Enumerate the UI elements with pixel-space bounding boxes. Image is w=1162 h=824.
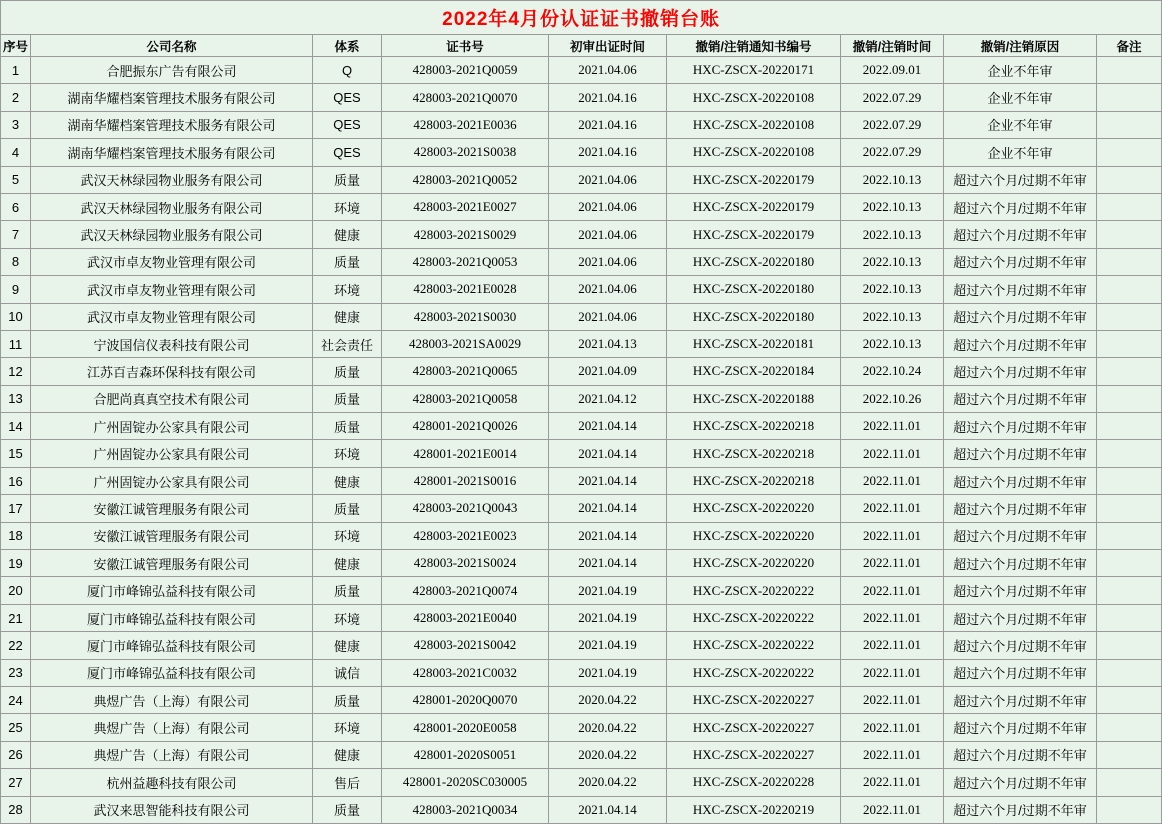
cell-reason[interactable]: 超过六个月/过期不年审 bbox=[944, 604, 1097, 631]
cell-cert-no[interactable]: 428003-2021E0036 bbox=[382, 111, 549, 138]
cell-cancel-date[interactable]: 2022.10.24 bbox=[841, 358, 944, 385]
cell-issue-date[interactable]: 2021.04.14 bbox=[549, 522, 667, 549]
cell-cancel-date[interactable]: 2022.09.01 bbox=[841, 57, 944, 84]
cell-system[interactable]: 质量 bbox=[313, 796, 382, 823]
cell-notice-no[interactable]: HXC-ZSCX-20220222 bbox=[667, 632, 841, 659]
cell-reason[interactable]: 超过六个月/过期不年审 bbox=[944, 522, 1097, 549]
cell-index[interactable]: 16 bbox=[1, 467, 31, 494]
cell-issue-date[interactable]: 2021.04.16 bbox=[549, 139, 667, 166]
cell-notice-no[interactable]: HXC-ZSCX-20220184 bbox=[667, 358, 841, 385]
cell-index[interactable]: 7 bbox=[1, 221, 31, 248]
cell-issue-date[interactable]: 2021.04.14 bbox=[549, 796, 667, 823]
cell-cert-no[interactable]: 428003-2021S0024 bbox=[382, 550, 549, 577]
cell-company[interactable]: 典煜广告（上海）有限公司 bbox=[31, 714, 313, 741]
cell-index[interactable]: 10 bbox=[1, 303, 31, 330]
cell-remark[interactable] bbox=[1097, 796, 1162, 823]
cell-index[interactable]: 4 bbox=[1, 139, 31, 166]
cell-remark[interactable] bbox=[1097, 769, 1162, 796]
cell-notice-no[interactable]: HXC-ZSCX-20220108 bbox=[667, 84, 841, 111]
cell-reason[interactable]: 超过六个月/过期不年审 bbox=[944, 550, 1097, 577]
cell-remark[interactable] bbox=[1097, 385, 1162, 412]
cell-cert-no[interactable]: 428003-2021C0032 bbox=[382, 659, 549, 686]
cell-cert-no[interactable]: 428003-2021Q0074 bbox=[382, 577, 549, 604]
cell-system[interactable]: 质量 bbox=[313, 413, 382, 440]
table-row[interactable] bbox=[1, 57, 1162, 84]
cell-index[interactable]: 22 bbox=[1, 632, 31, 659]
cell-notice-no[interactable]: HXC-ZSCX-20220220 bbox=[667, 550, 841, 577]
cell-issue-date[interactable]: 2021.04.06 bbox=[549, 303, 667, 330]
cell-reason[interactable]: 超过六个月/过期不年审 bbox=[944, 330, 1097, 357]
cell-system[interactable]: 社会责任 bbox=[313, 330, 382, 357]
cell-reason[interactable]: 企业不年审 bbox=[944, 139, 1097, 166]
cell-system[interactable]: QES bbox=[313, 139, 382, 166]
cell-issue-date[interactable]: 2021.04.09 bbox=[549, 358, 667, 385]
table-row[interactable] bbox=[1, 221, 1162, 248]
cell-cancel-date[interactable]: 2022.07.29 bbox=[841, 139, 944, 166]
cell-cancel-date[interactable]: 2022.11.01 bbox=[841, 550, 944, 577]
cell-index[interactable]: 20 bbox=[1, 577, 31, 604]
table-row[interactable] bbox=[1, 550, 1162, 577]
cell-notice-no[interactable]: HXC-ZSCX-20220227 bbox=[667, 714, 841, 741]
cell-index[interactable]: 5 bbox=[1, 166, 31, 193]
cell-cert-no[interactable]: 428003-2021Q0034 bbox=[382, 796, 549, 823]
cell-company[interactable]: 典煜广告（上海）有限公司 bbox=[31, 741, 313, 768]
cell-remark[interactable] bbox=[1097, 714, 1162, 741]
cell-reason[interactable]: 超过六个月/过期不年审 bbox=[944, 193, 1097, 220]
cell-reason[interactable]: 超过六个月/过期不年审 bbox=[944, 303, 1097, 330]
cell-issue-date[interactable]: 2020.04.22 bbox=[549, 686, 667, 713]
cell-cancel-date[interactable]: 2022.11.01 bbox=[841, 714, 944, 741]
cell-system[interactable]: Q bbox=[313, 57, 382, 84]
cell-remark[interactable] bbox=[1097, 550, 1162, 577]
cell-reason[interactable]: 超过六个月/过期不年审 bbox=[944, 413, 1097, 440]
table-row[interactable] bbox=[1, 796, 1162, 823]
table-row[interactable] bbox=[1, 522, 1162, 549]
cell-cert-no[interactable]: 428003-2021E0023 bbox=[382, 522, 549, 549]
cell-company[interactable]: 厦门市峰锦弘益科技有限公司 bbox=[31, 632, 313, 659]
cell-system[interactable]: 售后 bbox=[313, 769, 382, 796]
cell-notice-no[interactable]: HXC-ZSCX-20220171 bbox=[667, 57, 841, 84]
cell-notice-no[interactable]: HXC-ZSCX-20220222 bbox=[667, 604, 841, 631]
cell-company[interactable]: 武汉市卓友物业管理有限公司 bbox=[31, 276, 313, 303]
cell-reason[interactable]: 超过六个月/过期不年审 bbox=[944, 495, 1097, 522]
cell-notice-no[interactable]: HXC-ZSCX-20220188 bbox=[667, 385, 841, 412]
cell-remark[interactable] bbox=[1097, 166, 1162, 193]
cell-system[interactable]: 诚信 bbox=[313, 659, 382, 686]
cell-issue-date[interactable]: 2021.04.14 bbox=[549, 413, 667, 440]
cell-reason[interactable]: 超过六个月/过期不年审 bbox=[944, 248, 1097, 275]
cell-cert-no[interactable]: 428003-2021S0030 bbox=[382, 303, 549, 330]
cell-company[interactable]: 宁波国信仪表科技有限公司 bbox=[31, 330, 313, 357]
cell-system[interactable]: 质量 bbox=[313, 577, 382, 604]
table-row[interactable] bbox=[1, 330, 1162, 357]
cell-index[interactable]: 21 bbox=[1, 604, 31, 631]
cell-company[interactable]: 武汉天林绿园物业服务有限公司 bbox=[31, 166, 313, 193]
cell-system[interactable]: 质量 bbox=[313, 248, 382, 275]
cell-system[interactable]: QES bbox=[313, 84, 382, 111]
table-row[interactable] bbox=[1, 111, 1162, 138]
cell-company[interactable]: 广州固锭办公家具有限公司 bbox=[31, 440, 313, 467]
cell-cert-no[interactable]: 428003-2021SA0029 bbox=[382, 330, 549, 357]
column-header-remark: 备注 bbox=[1097, 35, 1162, 57]
cell-cert-no[interactable]: 428003-2021Q0059 bbox=[382, 57, 549, 84]
table-row[interactable] bbox=[1, 413, 1162, 440]
cell-index[interactable]: 12 bbox=[1, 358, 31, 385]
cell-index[interactable]: 26 bbox=[1, 741, 31, 768]
cell-remark[interactable] bbox=[1097, 577, 1162, 604]
cell-cancel-date[interactable]: 2022.11.01 bbox=[841, 577, 944, 604]
cell-notice-no[interactable]: HXC-ZSCX-20220180 bbox=[667, 248, 841, 275]
cell-notice-no[interactable]: HXC-ZSCX-20220108 bbox=[667, 139, 841, 166]
cell-index[interactable]: 1 bbox=[1, 57, 31, 84]
cell-company[interactable]: 江苏百吉森环保科技有限公司 bbox=[31, 358, 313, 385]
cell-system[interactable]: 健康 bbox=[313, 632, 382, 659]
table-row[interactable] bbox=[1, 686, 1162, 713]
table-header-row bbox=[1, 35, 1162, 57]
cell-company[interactable]: 武汉市卓友物业管理有限公司 bbox=[31, 303, 313, 330]
cell-issue-date[interactable]: 2021.04.13 bbox=[549, 330, 667, 357]
cell-cancel-date[interactable]: 2022.11.01 bbox=[841, 413, 944, 440]
cell-notice-no[interactable]: HXC-ZSCX-20220218 bbox=[667, 413, 841, 440]
cell-cert-no[interactable]: 428003-2021Q0070 bbox=[382, 84, 549, 111]
cell-company[interactable]: 典煜广告（上海）有限公司 bbox=[31, 686, 313, 713]
cell-cancel-date[interactable]: 2022.10.13 bbox=[841, 166, 944, 193]
cell-cert-no[interactable]: 428003-2021E0027 bbox=[382, 193, 549, 220]
cell-cert-no[interactable]: 428003-2021S0038 bbox=[382, 139, 549, 166]
cell-notice-no[interactable]: HXC-ZSCX-20220179 bbox=[667, 166, 841, 193]
cell-company[interactable]: 湖南华耀档案管理技术服务有限公司 bbox=[31, 139, 313, 166]
cell-cert-no[interactable]: 428001-2020S0051 bbox=[382, 741, 549, 768]
cell-cancel-date[interactable]: 2022.07.29 bbox=[841, 84, 944, 111]
cell-system[interactable]: 环境 bbox=[313, 440, 382, 467]
cell-company[interactable]: 武汉天林绿园物业服务有限公司 bbox=[31, 193, 313, 220]
cell-reason[interactable]: 超过六个月/过期不年审 bbox=[944, 577, 1097, 604]
cell-index[interactable]: 9 bbox=[1, 276, 31, 303]
table-row[interactable] bbox=[1, 84, 1162, 111]
cell-company[interactable]: 武汉天林绿园物业服务有限公司 bbox=[31, 221, 313, 248]
column-header-index: 序号 bbox=[1, 35, 31, 57]
cell-system[interactable]: 质量 bbox=[313, 686, 382, 713]
table-row[interactable] bbox=[1, 741, 1162, 768]
cell-system[interactable]: 质量 bbox=[313, 166, 382, 193]
cell-system[interactable]: 环境 bbox=[313, 193, 382, 220]
cell-system[interactable]: 质量 bbox=[313, 385, 382, 412]
cell-system[interactable]: 健康 bbox=[313, 550, 382, 577]
cell-remark[interactable] bbox=[1097, 276, 1162, 303]
cell-remark[interactable] bbox=[1097, 248, 1162, 275]
cell-issue-date[interactable]: 2021.04.06 bbox=[549, 276, 667, 303]
table-row[interactable] bbox=[1, 495, 1162, 522]
column-header-company: 公司名称 bbox=[31, 35, 313, 57]
cell-remark[interactable] bbox=[1097, 413, 1162, 440]
cell-company[interactable]: 杭州益趣科技有限公司 bbox=[31, 769, 313, 796]
table-row[interactable] bbox=[1, 577, 1162, 604]
cell-cert-no[interactable]: 428003-2021Q0052 bbox=[382, 166, 549, 193]
cell-notice-no[interactable]: HXC-ZSCX-20220220 bbox=[667, 495, 841, 522]
column-header-system: 体系 bbox=[313, 35, 382, 57]
cell-system[interactable]: QES bbox=[313, 111, 382, 138]
cell-system[interactable]: 环境 bbox=[313, 276, 382, 303]
cell-notice-no[interactable]: HXC-ZSCX-20220180 bbox=[667, 276, 841, 303]
cell-company[interactable]: 湖南华耀档案管理技术服务有限公司 bbox=[31, 111, 313, 138]
cell-company[interactable]: 厦门市峰锦弘益科技有限公司 bbox=[31, 577, 313, 604]
cell-company[interactable]: 安徽江诚管理服务有限公司 bbox=[31, 522, 313, 549]
cell-reason[interactable]: 超过六个月/过期不年审 bbox=[944, 769, 1097, 796]
table-row[interactable] bbox=[1, 276, 1162, 303]
table-row[interactable] bbox=[1, 659, 1162, 686]
cell-remark[interactable] bbox=[1097, 111, 1162, 138]
cell-notice-no[interactable]: HXC-ZSCX-20220222 bbox=[667, 659, 841, 686]
cell-cancel-date[interactable]: 2022.10.13 bbox=[841, 330, 944, 357]
cell-index[interactable]: 17 bbox=[1, 495, 31, 522]
cell-company[interactable]: 厦门市峰锦弘益科技有限公司 bbox=[31, 604, 313, 631]
table-row[interactable] bbox=[1, 358, 1162, 385]
cell-notice-no[interactable]: HXC-ZSCX-20220222 bbox=[667, 577, 841, 604]
cell-cert-no[interactable]: 428003-2021Q0058 bbox=[382, 385, 549, 412]
cell-cancel-date[interactable]: 2022.11.01 bbox=[841, 440, 944, 467]
cell-notice-no[interactable]: HXC-ZSCX-20220108 bbox=[667, 111, 841, 138]
cell-cert-no[interactable]: 428001-2021E0014 bbox=[382, 440, 549, 467]
cell-remark[interactable] bbox=[1097, 303, 1162, 330]
cell-cancel-date[interactable]: 2022.10.13 bbox=[841, 276, 944, 303]
cell-issue-date[interactable]: 2020.04.22 bbox=[549, 714, 667, 741]
cell-reason[interactable]: 超过六个月/过期不年审 bbox=[944, 714, 1097, 741]
cell-cancel-date[interactable]: 2022.11.01 bbox=[841, 632, 944, 659]
table-row[interactable] bbox=[1, 166, 1162, 193]
cell-remark[interactable] bbox=[1097, 741, 1162, 768]
cell-issue-date[interactable]: 2021.04.19 bbox=[549, 632, 667, 659]
cell-system[interactable]: 质量 bbox=[313, 495, 382, 522]
table-row[interactable] bbox=[1, 139, 1162, 166]
cell-issue-date[interactable]: 2021.04.06 bbox=[549, 166, 667, 193]
cell-issue-date[interactable]: 2021.04.19 bbox=[549, 659, 667, 686]
table-row[interactable] bbox=[1, 769, 1162, 796]
cell-company[interactable]: 武汉来思智能科技有限公司 bbox=[31, 796, 313, 823]
table-row[interactable] bbox=[1, 385, 1162, 412]
cell-issue-date[interactable]: 2021.04.16 bbox=[549, 111, 667, 138]
cell-issue-date[interactable]: 2021.04.14 bbox=[549, 550, 667, 577]
cell-index[interactable]: 6 bbox=[1, 193, 31, 220]
cell-remark[interactable] bbox=[1097, 84, 1162, 111]
table-row[interactable] bbox=[1, 248, 1162, 275]
cell-index[interactable]: 2 bbox=[1, 84, 31, 111]
cell-cancel-date[interactable]: 2022.11.01 bbox=[841, 686, 944, 713]
cell-remark[interactable] bbox=[1097, 57, 1162, 84]
cell-notice-no[interactable]: HXC-ZSCX-20220220 bbox=[667, 522, 841, 549]
cell-index[interactable]: 24 bbox=[1, 686, 31, 713]
cell-reason[interactable]: 企业不年审 bbox=[944, 57, 1097, 84]
cell-notice-no[interactable]: HXC-ZSCX-20220180 bbox=[667, 303, 841, 330]
cell-index[interactable]: 27 bbox=[1, 769, 31, 796]
column-header-cancel-date: 撤销/注销时间 bbox=[841, 35, 944, 57]
cell-cancel-date[interactable]: 2022.11.01 bbox=[841, 495, 944, 522]
cell-reason[interactable]: 超过六个月/过期不年审 bbox=[944, 686, 1097, 713]
cell-reason[interactable]: 超过六个月/过期不年审 bbox=[944, 385, 1097, 412]
cell-issue-date[interactable]: 2021.04.14 bbox=[549, 440, 667, 467]
cell-cert-no[interactable]: 428001-2020SC030005 bbox=[382, 769, 549, 796]
cell-cancel-date[interactable]: 2022.11.01 bbox=[841, 467, 944, 494]
table-row[interactable] bbox=[1, 604, 1162, 631]
cell-index[interactable]: 11 bbox=[1, 330, 31, 357]
cell-index[interactable]: 19 bbox=[1, 550, 31, 577]
cell-company[interactable]: 广州固锭办公家具有限公司 bbox=[31, 413, 313, 440]
cell-system[interactable]: 环境 bbox=[313, 714, 382, 741]
title-row bbox=[1, 1, 1162, 35]
cell-issue-date[interactable]: 2021.04.12 bbox=[549, 385, 667, 412]
cell-notice-no[interactable]: HXC-ZSCX-20220179 bbox=[667, 193, 841, 220]
cell-remark[interactable] bbox=[1097, 632, 1162, 659]
cell-index[interactable]: 8 bbox=[1, 248, 31, 275]
cell-index[interactable]: 25 bbox=[1, 714, 31, 741]
cell-system[interactable]: 健康 bbox=[313, 741, 382, 768]
column-header-issue-date: 初审出证时间 bbox=[549, 35, 667, 57]
cell-cert-no[interactable]: 428001-2020Q0070 bbox=[382, 686, 549, 713]
table-row[interactable] bbox=[1, 193, 1162, 220]
cell-issue-date[interactable]: 2021.04.06 bbox=[549, 57, 667, 84]
cell-issue-date[interactable]: 2021.04.16 bbox=[549, 84, 667, 111]
table-row[interactable] bbox=[1, 467, 1162, 494]
cell-issue-date[interactable]: 2020.04.22 bbox=[549, 769, 667, 796]
cell-notice-no[interactable]: HXC-ZSCX-20220218 bbox=[667, 440, 841, 467]
table-row[interactable] bbox=[1, 714, 1162, 741]
document-title: 2022年4月份认证证书撤销台账 bbox=[1, 1, 1162, 35]
cell-index[interactable]: 23 bbox=[1, 659, 31, 686]
cell-cancel-date[interactable]: 2022.11.01 bbox=[841, 659, 944, 686]
cell-remark[interactable] bbox=[1097, 440, 1162, 467]
cell-remark[interactable] bbox=[1097, 330, 1162, 357]
cell-remark[interactable] bbox=[1097, 358, 1162, 385]
cell-system[interactable]: 环境 bbox=[313, 604, 382, 631]
cell-remark[interactable] bbox=[1097, 659, 1162, 686]
cell-remark[interactable] bbox=[1097, 193, 1162, 220]
cell-cert-no[interactable]: 428001-2021Q0026 bbox=[382, 413, 549, 440]
cell-cancel-date[interactable]: 2022.11.01 bbox=[841, 522, 944, 549]
cell-reason[interactable]: 超过六个月/过期不年审 bbox=[944, 166, 1097, 193]
cell-reason[interactable]: 超过六个月/过期不年审 bbox=[944, 632, 1097, 659]
cell-issue-date[interactable]: 2021.04.06 bbox=[549, 193, 667, 220]
cell-issue-date[interactable]: 2021.04.19 bbox=[549, 577, 667, 604]
cell-reason[interactable]: 超过六个月/过期不年审 bbox=[944, 467, 1097, 494]
cell-issue-date[interactable]: 2021.04.14 bbox=[549, 495, 667, 522]
cell-reason[interactable]: 超过六个月/过期不年审 bbox=[944, 276, 1097, 303]
cell-system[interactable]: 健康 bbox=[313, 467, 382, 494]
cell-cert-no[interactable]: 428003-2021E0028 bbox=[382, 276, 549, 303]
cell-notice-no[interactable]: HXC-ZSCX-20220218 bbox=[667, 467, 841, 494]
cell-company[interactable]: 武汉市卓友物业管理有限公司 bbox=[31, 248, 313, 275]
cell-remark[interactable] bbox=[1097, 221, 1162, 248]
cell-remark[interactable] bbox=[1097, 604, 1162, 631]
cell-reason[interactable]: 企业不年审 bbox=[944, 111, 1097, 138]
table-row[interactable] bbox=[1, 440, 1162, 467]
cell-issue-date[interactable]: 2021.04.19 bbox=[549, 604, 667, 631]
cell-notice-no[interactable]: HXC-ZSCX-20220227 bbox=[667, 741, 841, 768]
cell-cert-no[interactable]: 428003-2021Q0053 bbox=[382, 248, 549, 275]
cell-cert-no[interactable]: 428003-2021Q0043 bbox=[382, 495, 549, 522]
cell-cancel-date[interactable]: 2022.10.13 bbox=[841, 193, 944, 220]
cell-cancel-date[interactable]: 2022.10.13 bbox=[841, 248, 944, 275]
table-body bbox=[1, 1, 1162, 824]
table-row[interactable] bbox=[1, 303, 1162, 330]
cell-issue-date[interactable]: 2020.04.22 bbox=[549, 741, 667, 768]
cell-notice-no[interactable]: HXC-ZSCX-20220181 bbox=[667, 330, 841, 357]
column-header-notice-no: 撤销/注销通知书编号 bbox=[667, 35, 841, 57]
cell-cancel-date[interactable]: 2022.11.01 bbox=[841, 741, 944, 768]
cell-index[interactable]: 28 bbox=[1, 796, 31, 823]
cell-cancel-date[interactable]: 2022.11.01 bbox=[841, 604, 944, 631]
cell-notice-no[interactable]: HXC-ZSCX-20220228 bbox=[667, 769, 841, 796]
cell-company[interactable]: 厦门市峰锦弘益科技有限公司 bbox=[31, 659, 313, 686]
cell-cancel-date[interactable]: 2022.10.13 bbox=[841, 303, 944, 330]
column-header-reason: 撤销/注销原因 bbox=[944, 35, 1097, 57]
cell-remark[interactable] bbox=[1097, 522, 1162, 549]
cell-remark[interactable] bbox=[1097, 467, 1162, 494]
cell-index[interactable]: 18 bbox=[1, 522, 31, 549]
cell-reason[interactable]: 超过六个月/过期不年审 bbox=[944, 741, 1097, 768]
cell-notice-no[interactable]: HXC-ZSCX-20220219 bbox=[667, 796, 841, 823]
cell-cert-no[interactable]: 428003-2021S0029 bbox=[382, 221, 549, 248]
table-row[interactable] bbox=[1, 632, 1162, 659]
cell-reason[interactable]: 超过六个月/过期不年审 bbox=[944, 358, 1097, 385]
cell-cancel-date[interactable]: 2022.07.29 bbox=[841, 111, 944, 138]
cell-index[interactable]: 13 bbox=[1, 385, 31, 412]
cell-reason[interactable]: 超过六个月/过期不年审 bbox=[944, 440, 1097, 467]
cell-index[interactable]: 14 bbox=[1, 413, 31, 440]
cell-cancel-date[interactable]: 2022.11.01 bbox=[841, 796, 944, 823]
cell-issue-date[interactable]: 2021.04.06 bbox=[549, 221, 667, 248]
cell-cert-no[interactable]: 428001-2021S0016 bbox=[382, 467, 549, 494]
cell-reason[interactable]: 超过六个月/过期不年审 bbox=[944, 221, 1097, 248]
cell-issue-date[interactable]: 2021.04.14 bbox=[549, 467, 667, 494]
cell-system[interactable]: 质量 bbox=[313, 358, 382, 385]
cell-company[interactable]: 安徽江诚管理服务有限公司 bbox=[31, 495, 313, 522]
cell-company[interactable]: 湖南华耀档案管理技术服务有限公司 bbox=[31, 84, 313, 111]
cell-company[interactable]: 安徽江诚管理服务有限公司 bbox=[31, 550, 313, 577]
cell-system[interactable]: 环境 bbox=[313, 522, 382, 549]
cell-cert-no[interactable]: 428001-2020E0058 bbox=[382, 714, 549, 741]
cell-notice-no[interactable]: HXC-ZSCX-20220179 bbox=[667, 221, 841, 248]
cell-remark[interactable] bbox=[1097, 686, 1162, 713]
cell-reason[interactable]: 超过六个月/过期不年审 bbox=[944, 659, 1097, 686]
cell-cert-no[interactable]: 428003-2021E0040 bbox=[382, 604, 549, 631]
cell-cancel-date[interactable]: 2022.10.26 bbox=[841, 385, 944, 412]
column-header-cert-no: 证书号 bbox=[382, 35, 549, 57]
cell-cert-no[interactable]: 428003-2021Q0065 bbox=[382, 358, 549, 385]
cell-company[interactable]: 合肥振东广告有限公司 bbox=[31, 57, 313, 84]
cell-company[interactable]: 广州固锭办公家具有限公司 bbox=[31, 467, 313, 494]
cell-cert-no[interactable]: 428003-2021S0042 bbox=[382, 632, 549, 659]
cell-cancel-date[interactable]: 2022.10.13 bbox=[841, 221, 944, 248]
cell-system[interactable]: 健康 bbox=[313, 221, 382, 248]
cell-reason[interactable]: 企业不年审 bbox=[944, 84, 1097, 111]
cell-reason[interactable]: 超过六个月/过期不年审 bbox=[944, 796, 1097, 823]
cell-issue-date[interactable]: 2021.04.06 bbox=[549, 248, 667, 275]
cell-index[interactable]: 15 bbox=[1, 440, 31, 467]
cell-notice-no[interactable]: HXC-ZSCX-20220227 bbox=[667, 686, 841, 713]
cell-remark[interactable] bbox=[1097, 495, 1162, 522]
cell-company[interactable]: 合肥尚真真空技术有限公司 bbox=[31, 385, 313, 412]
cell-index[interactable]: 3 bbox=[1, 111, 31, 138]
cell-cancel-date[interactable]: 2022.11.01 bbox=[841, 769, 944, 796]
cell-system[interactable]: 健康 bbox=[313, 303, 382, 330]
cell-remark[interactable] bbox=[1097, 139, 1162, 166]
